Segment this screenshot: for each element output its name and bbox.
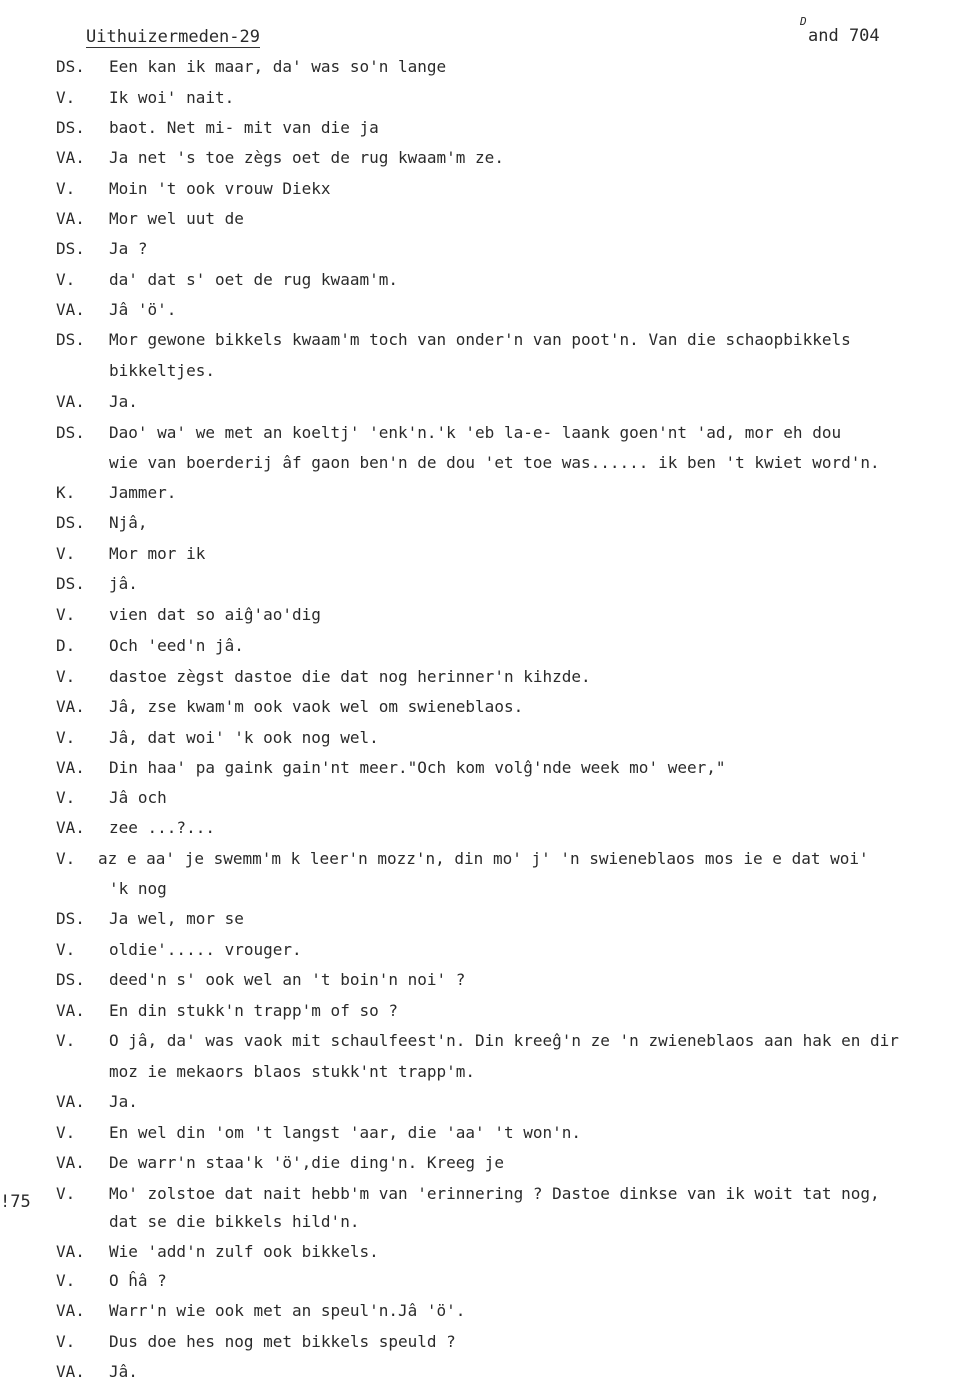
utterance-text: Jâ, dat woi' 'k ook nog wel.	[109, 728, 379, 747]
utterance-text: Ja net 's toe zègs oet de rug kwaam'm ze.	[109, 148, 504, 167]
transcript-continuation	[0, 1061, 973, 1083]
speaker-label: DS.	[56, 118, 85, 137]
transcript-line	[0, 635, 973, 657]
transcript-continuation	[0, 1211, 973, 1233]
utterance-text: Njâ,	[109, 513, 148, 532]
utterance-text: Mor gewone bikkels kwaam'm toch van onder'n van poot'n. Van die schaopbikkels	[109, 330, 851, 349]
speaker-label: DS.	[56, 574, 85, 593]
transcript-line	[0, 87, 973, 109]
transcript-line	[0, 238, 973, 260]
speaker-label: V.	[56, 849, 76, 868]
utterance-text: Een kan ik maar, da' was so'n lange	[109, 57, 447, 76]
speaker-label: V.	[56, 1123, 76, 1142]
utterance-text: Mo' zolstoe dat nait hebb'm van 'erinnering ? Dastoe dinkse van ik woit tat nog,	[109, 1184, 880, 1203]
transcript-line	[0, 512, 973, 534]
speaker-label: D.	[56, 636, 76, 655]
transcript-line	[0, 817, 973, 839]
transcript-line	[0, 1091, 973, 1113]
transcript-line	[0, 757, 973, 779]
transcript-line	[0, 208, 973, 230]
transcript-line	[0, 573, 973, 595]
transcript-line	[0, 56, 973, 78]
utterance-text: Jammer.	[109, 483, 177, 502]
speaker-label: V.	[56, 667, 76, 686]
transcript-line	[0, 696, 973, 718]
transcript-line	[0, 269, 973, 291]
speaker-label: V.	[56, 1031, 76, 1050]
speaker-label: V.	[56, 728, 76, 747]
utterance-text: O jâ, da' was vaok mit schaulfeest'n. Din kreeĝ'n ze 'n zwieneblaos aan hak en dir	[109, 1031, 899, 1050]
transcript-line	[0, 1300, 973, 1322]
utterance-text: En wel din 'om 't langst 'aar, die 'aa' 't won'n.	[109, 1123, 582, 1142]
utterance-text: deed'n s' ook wel an 't boin'n noi' ?	[109, 970, 466, 989]
speaker-label: K.	[56, 483, 76, 502]
transcript-line	[0, 1030, 973, 1052]
utterance-text: Ja ?	[109, 239, 148, 258]
utterance-text: Jâ, zse kwam'm ook vaok wel om swieneblaos.	[109, 697, 524, 716]
transcript-line	[0, 299, 973, 321]
transcript-line	[0, 543, 973, 565]
utterance-text: baot. Net mi- mit van die ja	[109, 118, 379, 137]
utterance-text: O ĥâ ?	[109, 1271, 167, 1290]
utterance-text: Mor mor ik	[109, 544, 206, 563]
transcript-line	[0, 391, 973, 413]
speaker-label: VA.	[56, 300, 85, 319]
transcript-line	[0, 969, 973, 991]
transcript-line	[0, 329, 973, 351]
utterance-text: Din haa' pa gaink gain'nt meer."Och kom volĝ'nde week mo' weer,"	[109, 758, 726, 777]
speaker-label: VA.	[56, 392, 85, 411]
utterance-text: Jâ 'ö'.	[109, 300, 177, 319]
utterance-text: moz ie mekaors blaos stukk'nt trapp'm.	[109, 1062, 476, 1081]
transcript-continuation	[0, 452, 973, 474]
utterance-text: De warr'n staa'k 'ö',die ding'n. Kreeg je	[109, 1153, 504, 1172]
utterance-text: En din stukk'n trapp'm of so ?	[109, 1001, 398, 1020]
utterance-text: Wie 'add'n zulf ook bikkels.	[109, 1242, 379, 1261]
transcript-line	[0, 117, 973, 139]
speaker-label: VA.	[56, 1242, 85, 1261]
speaker-label: VA.	[56, 148, 85, 167]
utterance-text: Ja.	[109, 1092, 138, 1111]
utterance-text: Ja wel, mor se	[109, 909, 244, 928]
speaker-label: V.	[56, 1332, 76, 1351]
utterance-text: Moin 't ook vrouw Diekx	[109, 179, 331, 198]
speaker-label: VA.	[56, 818, 85, 837]
utterance-text: bikkeltjes.	[109, 361, 215, 380]
speaker-label: VA.	[56, 1153, 85, 1172]
utterance-text: zee ...?...	[109, 818, 215, 837]
transcript-line	[0, 1241, 973, 1263]
transcript-line	[0, 604, 973, 626]
utterance-text: Warr'n wie ook met an speul'n.Jâ 'ö'.	[109, 1301, 466, 1320]
handwritten-mark: D	[800, 15, 807, 28]
speaker-label: DS.	[56, 330, 85, 349]
tape-reference: and 704	[808, 26, 880, 46]
transcript-line	[0, 848, 973, 870]
speaker-label: V.	[56, 88, 76, 107]
speaker-label: DS.	[56, 513, 85, 532]
utterance-text: Och 'eed'n jâ.	[109, 636, 244, 655]
utterance-text: dastoe zègst dastoe die dat nog herinner'n kihzde.	[109, 667, 591, 686]
utterance-text: Dao' wa' we met an koeltj' 'enk'n.'k 'eb la-e- laank goen'nt 'ad, mor eh dou	[109, 423, 842, 442]
utterance-text: Jâ och	[109, 788, 167, 807]
utterance-text: Ja.	[109, 392, 138, 411]
transcript-line	[0, 1122, 973, 1144]
utterance-text: wie van boerderij âf gaon ben'n de dou 'et toe was...... ik ben 't kwiet word'n.	[109, 453, 880, 472]
transcript-continuation	[0, 878, 973, 900]
transcript-line	[0, 147, 973, 169]
transcript-line	[0, 727, 973, 749]
speaker-label: VA.	[56, 758, 85, 777]
utterance-text: Mor wel uut de	[109, 209, 244, 228]
utterance-text: Jâ.	[109, 1362, 138, 1381]
speaker-label: VA.	[56, 1092, 85, 1111]
utterance-text: Ik woi' nait.	[109, 88, 235, 107]
transcript-line	[0, 1000, 973, 1022]
speaker-label: V.	[56, 940, 76, 959]
transcript-line	[0, 939, 973, 961]
margin-number: !75	[0, 1192, 31, 1212]
utterance-text: 'k nog	[109, 879, 167, 898]
document-title: Uithuizermeden-29	[86, 27, 260, 47]
speaker-label: VA.	[56, 1362, 85, 1381]
speaker-label: VA.	[56, 1001, 85, 1020]
transcript-line	[0, 1361, 973, 1383]
speaker-label: VA.	[56, 209, 85, 228]
transcript-line	[0, 422, 973, 444]
speaker-label: VA.	[56, 1301, 85, 1320]
transcript-line	[0, 666, 973, 688]
transcript-line	[0, 482, 973, 504]
utterance-text: vien dat so aiĝ'ao'dig	[109, 605, 321, 624]
speaker-label: DS.	[56, 57, 85, 76]
speaker-label: V.	[56, 1184, 76, 1203]
utterance-text: az e aa' je swemm'm k leer'n mozz'n, din mo' j' 'n swieneblaos mos ie e dat woi'	[98, 849, 869, 868]
transcript-line	[0, 908, 973, 930]
speaker-label: DS.	[56, 423, 85, 442]
transcript-continuation	[0, 360, 973, 382]
speaker-label: V.	[56, 605, 76, 624]
utterance-text: da' dat s' oet de rug kwaam'm.	[109, 270, 398, 289]
speaker-label: DS.	[56, 239, 85, 258]
speaker-label: V.	[56, 544, 76, 563]
transcript-line	[0, 1183, 973, 1205]
utterance-text: dat se die bikkels hild'n.	[109, 1212, 360, 1231]
speaker-label: VA.	[56, 697, 85, 716]
utterance-text: jâ.	[109, 574, 138, 593]
speaker-label: DS.	[56, 970, 85, 989]
transcript-line	[0, 1270, 973, 1292]
utterance-text: Dus doe hes nog met bikkels speuld ?	[109, 1332, 456, 1351]
utterance-text: oldie'..... vrouger.	[109, 940, 302, 959]
transcript-line	[0, 178, 973, 200]
speaker-label: V.	[56, 1271, 76, 1290]
speaker-label: V.	[56, 179, 76, 198]
transcript-line	[0, 1331, 973, 1353]
speaker-label: V.	[56, 788, 76, 807]
speaker-label: DS.	[56, 909, 85, 928]
transcript-line	[0, 787, 973, 809]
transcript-line	[0, 1152, 973, 1174]
speaker-label: V.	[56, 270, 76, 289]
